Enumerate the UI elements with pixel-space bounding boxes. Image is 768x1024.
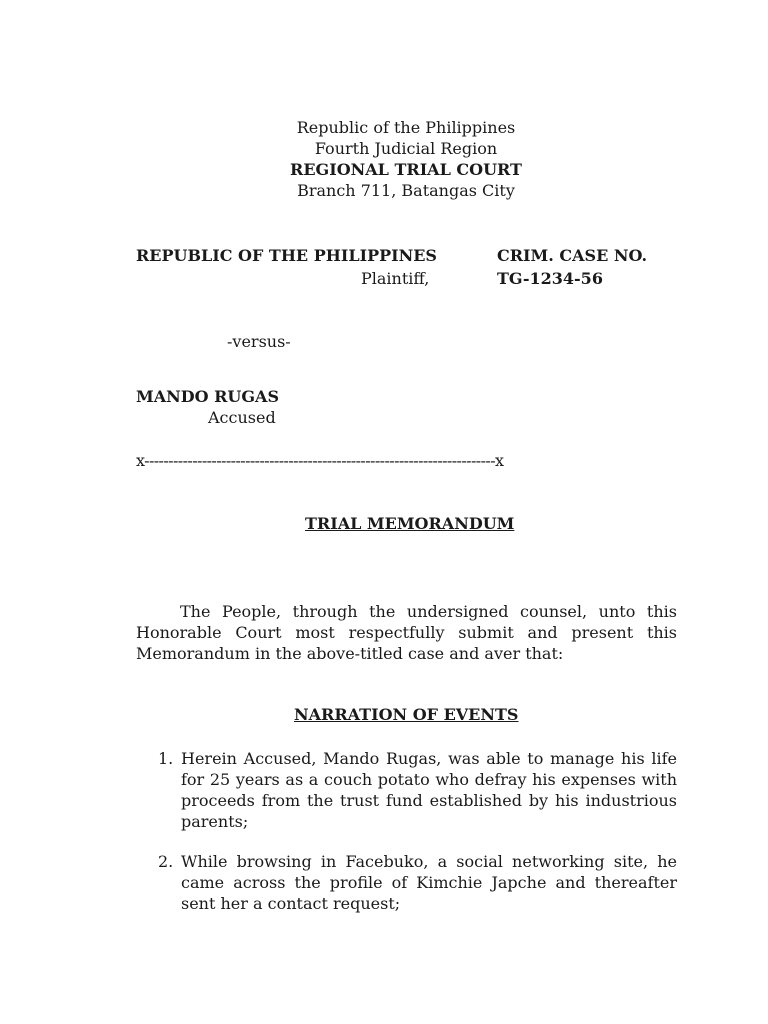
list-item-text: Herein Accused, Mando Rugas, was able to manage his life for 25 years as a couch potato who defray his expenses with proceeds from the trust fund established by his industrious parents; xyxy=(181,749,677,831)
versus-label: -versus- xyxy=(227,332,291,351)
list-item-number: 2. xyxy=(158,852,174,871)
accused-role: Accused xyxy=(208,408,276,427)
header-line-court: REGIONAL TRIAL COURT xyxy=(290,160,522,179)
plaintiff-name: REPUBLIC OF THE PHILIPPINES xyxy=(136,246,437,265)
document-title: TRIAL MEMORANDUM xyxy=(305,514,515,533)
accused-name: MANDO RUGAS xyxy=(136,387,280,406)
header-line-region: Fourth Judicial Region xyxy=(314,139,498,158)
case-number: TG-1234-56 xyxy=(497,269,603,288)
intro-paragraph: The People, through the undersigned counsel, unto this Honorable Court most respectfully submit and present this Memorandum in the above-titled case and aver that: xyxy=(136,602,677,663)
header-line-branch: Branch 711, Batangas City xyxy=(297,181,515,200)
case-label: CRIM. CASE NO. xyxy=(497,246,648,265)
list-item-number: 1. xyxy=(158,749,174,768)
caption-separator: x-------------------------------------------------------------------------x xyxy=(136,451,504,470)
header-line-republic: Republic of the Philippines xyxy=(296,118,516,137)
section-heading: NARRATION OF EVENTS xyxy=(294,705,519,724)
list-item-text: While browsing in Facebuko, a social networking site, he came across the profile of Kimchie Japche and thereafter sent her a contact request; xyxy=(181,852,677,913)
plaintiff-role: Plaintiff, xyxy=(361,269,430,288)
